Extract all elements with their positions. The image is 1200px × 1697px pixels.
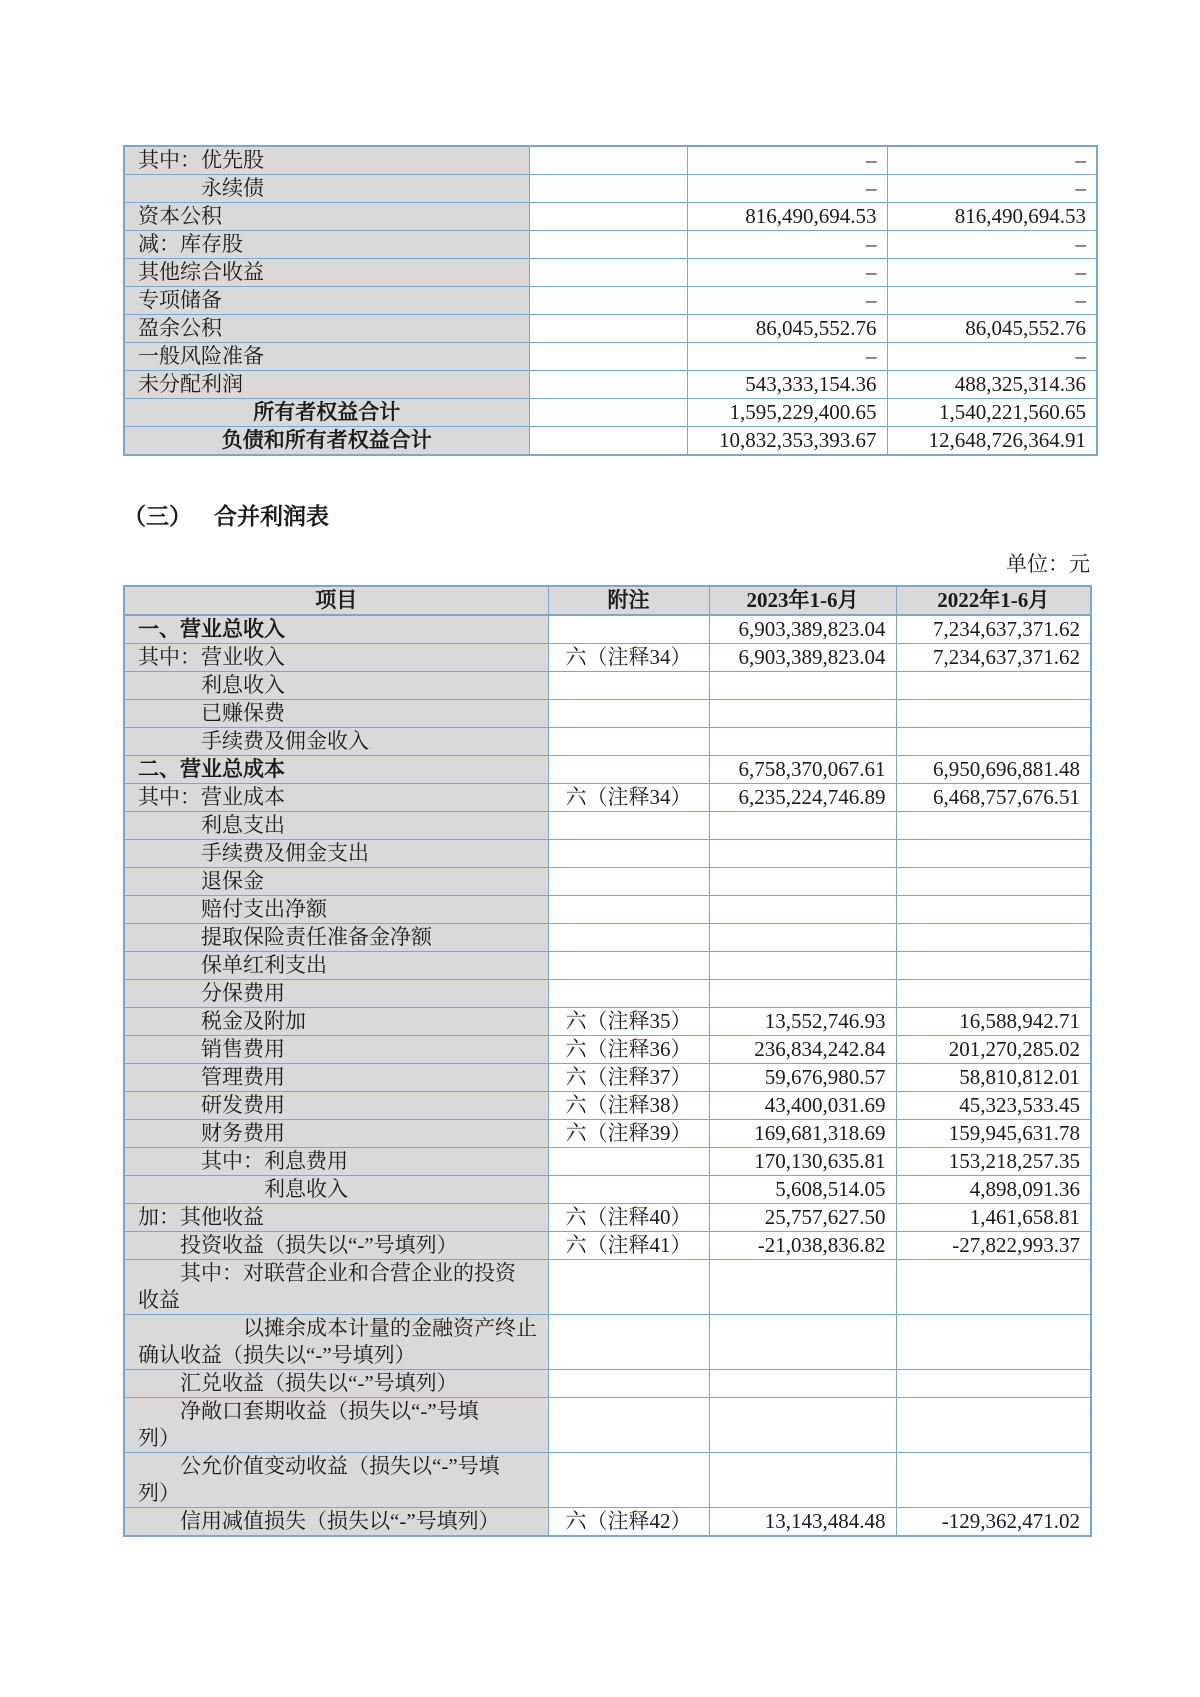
row-label bbox=[124, 784, 548, 812]
table-row bbox=[124, 868, 1091, 896]
row-label bbox=[124, 924, 548, 952]
equity-table bbox=[123, 145, 1098, 456]
value-2023 bbox=[709, 868, 896, 896]
row-label-line: 赔付支出净额 bbox=[201, 897, 327, 921]
note-cell bbox=[529, 371, 687, 399]
value-2023 bbox=[709, 952, 896, 980]
row-label bbox=[124, 203, 529, 231]
row-label bbox=[124, 896, 548, 924]
row-label-line: 利息支出 bbox=[201, 813, 285, 837]
value-2022: – bbox=[887, 175, 1097, 203]
value-2023: 13,552,746.93 bbox=[709, 1008, 896, 1036]
row-label-line: 研发费用 bbox=[201, 1093, 285, 1117]
row-label-line: 资本公积 bbox=[138, 204, 222, 228]
row-label bbox=[124, 1453, 548, 1508]
row-label-line: 利息收入 bbox=[264, 1177, 348, 1201]
value-2022: – bbox=[887, 231, 1097, 259]
note-cell bbox=[548, 1176, 709, 1204]
note-cell bbox=[548, 1260, 709, 1315]
value-2022: – bbox=[887, 146, 1097, 175]
row-label-line: 其中：对联营企业和合营企业的投资 bbox=[180, 1261, 516, 1285]
row-label-line: 汇兑收益（损失以“-”号填列） bbox=[180, 1371, 458, 1395]
note-cell: 六（注释35） bbox=[548, 1008, 709, 1036]
row-label bbox=[124, 1370, 548, 1398]
row-label-line: 手续费及佣金收入 bbox=[201, 729, 369, 753]
table-row bbox=[124, 1176, 1091, 1204]
value-2022 bbox=[896, 812, 1091, 840]
note-cell bbox=[529, 203, 687, 231]
value-2022: 1,540,221,560.65 bbox=[887, 399, 1097, 427]
row-label bbox=[124, 427, 529, 456]
row-label bbox=[124, 1008, 548, 1036]
row-label bbox=[124, 868, 548, 896]
value-2022: – bbox=[887, 343, 1097, 371]
value-2022 bbox=[896, 1260, 1091, 1315]
row-label bbox=[124, 371, 529, 399]
row-label bbox=[124, 644, 548, 672]
table-row bbox=[124, 952, 1091, 980]
note-cell bbox=[548, 1453, 709, 1508]
value-2023: 236,834,242.84 bbox=[709, 1036, 896, 1064]
value-2023: 59,676,980.57 bbox=[709, 1064, 896, 1092]
table-row bbox=[124, 1120, 1091, 1148]
table-row bbox=[124, 287, 1097, 315]
table-row bbox=[124, 728, 1091, 756]
value-2022 bbox=[896, 840, 1091, 868]
header-row bbox=[124, 586, 1091, 615]
row-label-line: 负债和所有者权益合计 bbox=[221, 428, 432, 452]
value-2022: – bbox=[887, 259, 1097, 287]
row-label-line: 提取保险责任准备金净额 bbox=[201, 925, 432, 949]
note-cell bbox=[548, 812, 709, 840]
table-row bbox=[124, 146, 1097, 175]
note-cell bbox=[548, 1315, 709, 1370]
row-label bbox=[124, 1092, 548, 1120]
note-cell: 六（注释36） bbox=[548, 1036, 709, 1064]
row-label-line: 减：库存股 bbox=[138, 232, 243, 256]
value-2022: – bbox=[887, 287, 1097, 315]
value-2023 bbox=[709, 1453, 896, 1508]
value-2022: 45,323,533.45 bbox=[896, 1092, 1091, 1120]
value-2022: 159,945,631.78 bbox=[896, 1120, 1091, 1148]
value-2023 bbox=[709, 896, 896, 924]
row-label bbox=[124, 175, 529, 203]
section-heading bbox=[123, 498, 329, 531]
row-label-line: 其中：营业收入 bbox=[138, 645, 285, 669]
note-cell: 六（注释40） bbox=[548, 1204, 709, 1232]
value-2023 bbox=[709, 728, 896, 756]
note-cell bbox=[548, 1398, 709, 1453]
table-row bbox=[124, 644, 1091, 672]
value-2023: – bbox=[687, 259, 887, 287]
row-label bbox=[124, 728, 548, 756]
row-label bbox=[124, 1176, 548, 1204]
note-cell bbox=[548, 700, 709, 728]
value-2022 bbox=[896, 728, 1091, 756]
row-label bbox=[124, 343, 529, 371]
row-label-line: 投资收益（损失以“-”号填列） bbox=[180, 1233, 458, 1257]
col-header-item: 项目 bbox=[124, 586, 548, 615]
row-label bbox=[124, 1064, 548, 1092]
note-cell bbox=[529, 175, 687, 203]
row-label-line: 分保费用 bbox=[201, 981, 285, 1005]
table-row bbox=[124, 1036, 1091, 1064]
value-2022: 7,234,637,371.62 bbox=[896, 644, 1091, 672]
value-2023: 13,143,484.48 bbox=[709, 1508, 896, 1537]
value-2022 bbox=[896, 980, 1091, 1008]
value-2022: 16,588,942.71 bbox=[896, 1008, 1091, 1036]
row-label-line: 所有者权益合计 bbox=[253, 400, 401, 424]
unit-label: 单位：元 bbox=[1006, 552, 1090, 576]
table-row bbox=[124, 756, 1091, 784]
row-label bbox=[124, 231, 529, 259]
row-label-line: 其中：优先股 bbox=[138, 148, 264, 172]
value-2022: -27,822,993.37 bbox=[896, 1232, 1091, 1260]
row-label-line: 专项储备 bbox=[138, 288, 222, 312]
row-label bbox=[124, 146, 529, 175]
table-row bbox=[124, 1064, 1091, 1092]
note-cell bbox=[529, 343, 687, 371]
row-label-line: 净敞口套期收益（损失以“-”号填 bbox=[180, 1399, 479, 1423]
note-cell bbox=[529, 427, 687, 456]
value-2022: -129,362,471.02 bbox=[896, 1508, 1091, 1537]
value-2022: 7,234,637,371.62 bbox=[896, 615, 1091, 644]
row-label-line: 未分配利润 bbox=[138, 372, 243, 396]
row-label bbox=[124, 1315, 548, 1370]
note-cell bbox=[529, 259, 687, 287]
value-2023: – bbox=[687, 175, 887, 203]
table-row bbox=[124, 1370, 1091, 1398]
value-2022: 153,218,257.35 bbox=[896, 1148, 1091, 1176]
row-label-line: 永续债 bbox=[201, 176, 264, 200]
value-2022: 816,490,694.53 bbox=[887, 203, 1097, 231]
section-number: （三） bbox=[123, 504, 192, 529]
value-2023: 6,903,389,823.04 bbox=[709, 615, 896, 644]
table-row bbox=[124, 980, 1091, 1008]
row-label-line: 列） bbox=[138, 1426, 180, 1450]
row-label-line: 二、营业总成本 bbox=[138, 757, 285, 781]
value-2023: – bbox=[687, 343, 887, 371]
note-cell: 六（注释34） bbox=[548, 644, 709, 672]
value-2022: 6,468,757,676.51 bbox=[896, 784, 1091, 812]
value-2023: – bbox=[687, 231, 887, 259]
note-cell bbox=[548, 980, 709, 1008]
row-label-line: 一、营业总收入 bbox=[138, 617, 285, 641]
note-cell bbox=[548, 1370, 709, 1398]
value-2023: 5,608,514.05 bbox=[709, 1176, 896, 1204]
row-label-line: 已赚保费 bbox=[201, 701, 285, 725]
row-label-line: 收益 bbox=[138, 1288, 180, 1312]
row-label-line: 盈余公积 bbox=[138, 316, 222, 340]
value-2022: 58,810,812.01 bbox=[896, 1064, 1091, 1092]
row-label bbox=[124, 840, 548, 868]
value-2023 bbox=[709, 980, 896, 1008]
value-2022: 4,898,091.36 bbox=[896, 1176, 1091, 1204]
table-row bbox=[124, 175, 1097, 203]
value-2023 bbox=[709, 924, 896, 952]
note-cell bbox=[529, 231, 687, 259]
table-row bbox=[124, 812, 1091, 840]
value-2022 bbox=[896, 924, 1091, 952]
table-row bbox=[124, 1204, 1091, 1232]
note-cell bbox=[548, 615, 709, 644]
value-2023: 6,758,370,067.61 bbox=[709, 756, 896, 784]
value-2023 bbox=[709, 1398, 896, 1453]
table-row bbox=[124, 259, 1097, 287]
table-row bbox=[124, 784, 1091, 812]
value-2022 bbox=[896, 952, 1091, 980]
row-label-line: 列） bbox=[138, 1481, 180, 1505]
row-label bbox=[124, 1204, 548, 1232]
value-2023: 169,681,318.69 bbox=[709, 1120, 896, 1148]
value-2022: 12,648,726,364.91 bbox=[887, 427, 1097, 456]
col-header-note: 附注 bbox=[548, 586, 709, 615]
row-label bbox=[124, 315, 529, 343]
value-2022: 6,950,696,881.48 bbox=[896, 756, 1091, 784]
table-row bbox=[124, 840, 1091, 868]
table-row bbox=[124, 315, 1097, 343]
table-row bbox=[124, 343, 1097, 371]
value-2022: 1,461,658.81 bbox=[896, 1204, 1091, 1232]
value-2022: 488,325,314.36 bbox=[887, 371, 1097, 399]
row-label bbox=[124, 1232, 548, 1260]
note-cell: 六（注释41） bbox=[548, 1232, 709, 1260]
note-cell bbox=[548, 924, 709, 952]
table-row bbox=[124, 399, 1097, 427]
row-label-line: 以摊余成本计量的金融资产终止 bbox=[243, 1316, 537, 1340]
table-row bbox=[124, 1260, 1091, 1315]
table-row bbox=[124, 1508, 1091, 1537]
row-label bbox=[124, 1036, 548, 1064]
value-2023: 86,045,552.76 bbox=[687, 315, 887, 343]
value-2023: – bbox=[687, 287, 887, 315]
section-title: 合并利润表 bbox=[214, 504, 329, 529]
row-label-line: 信用减值损失（损失以“-”号填列） bbox=[180, 1509, 500, 1533]
value-2023: 10,832,353,393.67 bbox=[687, 427, 887, 456]
value-2022 bbox=[896, 1315, 1091, 1370]
value-2023: 543,333,154.36 bbox=[687, 371, 887, 399]
row-label bbox=[124, 615, 548, 644]
row-label-line: 公允价值变动收益（损失以“-”号填 bbox=[180, 1454, 500, 1478]
row-label-line: 销售费用 bbox=[201, 1037, 285, 1061]
row-label bbox=[124, 1148, 548, 1176]
note-cell bbox=[548, 756, 709, 784]
row-label-line: 管理费用 bbox=[201, 1065, 285, 1089]
value-2023: 43,400,031.69 bbox=[709, 1092, 896, 1120]
value-2022 bbox=[896, 896, 1091, 924]
value-2023 bbox=[709, 1260, 896, 1315]
table-row bbox=[124, 615, 1091, 644]
row-label-line: 财务费用 bbox=[201, 1121, 285, 1145]
note-cell: 六（注释38） bbox=[548, 1092, 709, 1120]
note-cell: 六（注释39） bbox=[548, 1120, 709, 1148]
row-label bbox=[124, 700, 548, 728]
note-cell bbox=[529, 146, 687, 175]
value-2023 bbox=[709, 700, 896, 728]
value-2023 bbox=[709, 672, 896, 700]
row-label bbox=[124, 980, 548, 1008]
row-label-line: 其中：利息费用 bbox=[201, 1149, 348, 1173]
value-2022: 201,270,285.02 bbox=[896, 1036, 1091, 1064]
table-row bbox=[124, 672, 1091, 700]
value-2022: 86,045,552.76 bbox=[887, 315, 1097, 343]
value-2023 bbox=[709, 1315, 896, 1370]
note-cell bbox=[548, 672, 709, 700]
row-label bbox=[124, 812, 548, 840]
note-cell bbox=[548, 952, 709, 980]
income-statement-table bbox=[123, 585, 1092, 1537]
table-row bbox=[124, 427, 1097, 456]
value-2023: 25,757,627.50 bbox=[709, 1204, 896, 1232]
value-2023: – bbox=[687, 146, 887, 175]
note-cell: 六（注释42） bbox=[548, 1508, 709, 1537]
value-2023: 816,490,694.53 bbox=[687, 203, 887, 231]
row-label-line: 确认收益（损失以“-”号填列） bbox=[138, 1343, 416, 1367]
value-2023: 170,130,635.81 bbox=[709, 1148, 896, 1176]
value-2022 bbox=[896, 672, 1091, 700]
row-label-line: 手续费及佣金支出 bbox=[201, 841, 369, 865]
value-2023 bbox=[709, 1370, 896, 1398]
row-label-line: 保单红利支出 bbox=[201, 953, 327, 977]
value-2022 bbox=[896, 1398, 1091, 1453]
table-row bbox=[124, 924, 1091, 952]
table-row bbox=[124, 1232, 1091, 1260]
note-cell bbox=[548, 840, 709, 868]
note-cell bbox=[548, 728, 709, 756]
table-row bbox=[124, 231, 1097, 259]
col-header-2023: 2023年1-6月 bbox=[709, 586, 896, 615]
note-cell bbox=[548, 868, 709, 896]
row-label-line: 税金及附加 bbox=[201, 1009, 306, 1033]
row-label bbox=[124, 287, 529, 315]
table-row bbox=[124, 1148, 1091, 1176]
row-label-line: 退保金 bbox=[201, 869, 264, 893]
row-label-line: 一般风险准备 bbox=[138, 344, 264, 368]
value-2022 bbox=[896, 1453, 1091, 1508]
col-header-2022: 2022年1-6月 bbox=[896, 586, 1091, 615]
row-label-line: 其中：营业成本 bbox=[138, 785, 285, 809]
note-cell bbox=[548, 896, 709, 924]
value-2023 bbox=[709, 812, 896, 840]
value-2023: 6,235,224,746.89 bbox=[709, 784, 896, 812]
row-label bbox=[124, 1120, 548, 1148]
table-row bbox=[124, 371, 1097, 399]
table-row bbox=[124, 1315, 1091, 1370]
row-label bbox=[124, 756, 548, 784]
row-label bbox=[124, 952, 548, 980]
row-label bbox=[124, 672, 548, 700]
table-row bbox=[124, 1092, 1091, 1120]
note-cell bbox=[529, 315, 687, 343]
row-label-line: 利息收入 bbox=[201, 673, 285, 697]
row-label bbox=[124, 1508, 548, 1537]
value-2022 bbox=[896, 1370, 1091, 1398]
value-2022 bbox=[896, 868, 1091, 896]
row-label bbox=[124, 259, 529, 287]
table-row bbox=[124, 1398, 1091, 1453]
table-row bbox=[124, 1008, 1091, 1036]
table-row bbox=[124, 1453, 1091, 1508]
value-2023: -21,038,836.82 bbox=[709, 1232, 896, 1260]
table-row bbox=[124, 896, 1091, 924]
row-label bbox=[124, 1398, 548, 1453]
row-label-line: 加：其他收益 bbox=[138, 1205, 264, 1229]
value-2023: 1,595,229,400.65 bbox=[687, 399, 887, 427]
table-row bbox=[124, 700, 1091, 728]
note-cell bbox=[548, 1148, 709, 1176]
value-2023: 6,903,389,823.04 bbox=[709, 644, 896, 672]
note-cell: 六（注释37） bbox=[548, 1064, 709, 1092]
note-cell bbox=[529, 287, 687, 315]
value-2023 bbox=[709, 840, 896, 868]
note-cell bbox=[529, 399, 687, 427]
value-2022 bbox=[896, 700, 1091, 728]
table-row bbox=[124, 203, 1097, 231]
note-cell: 六（注释34） bbox=[548, 784, 709, 812]
row-label-line: 其他综合收益 bbox=[138, 260, 264, 284]
row-label bbox=[124, 1260, 548, 1315]
row-label bbox=[124, 399, 529, 427]
